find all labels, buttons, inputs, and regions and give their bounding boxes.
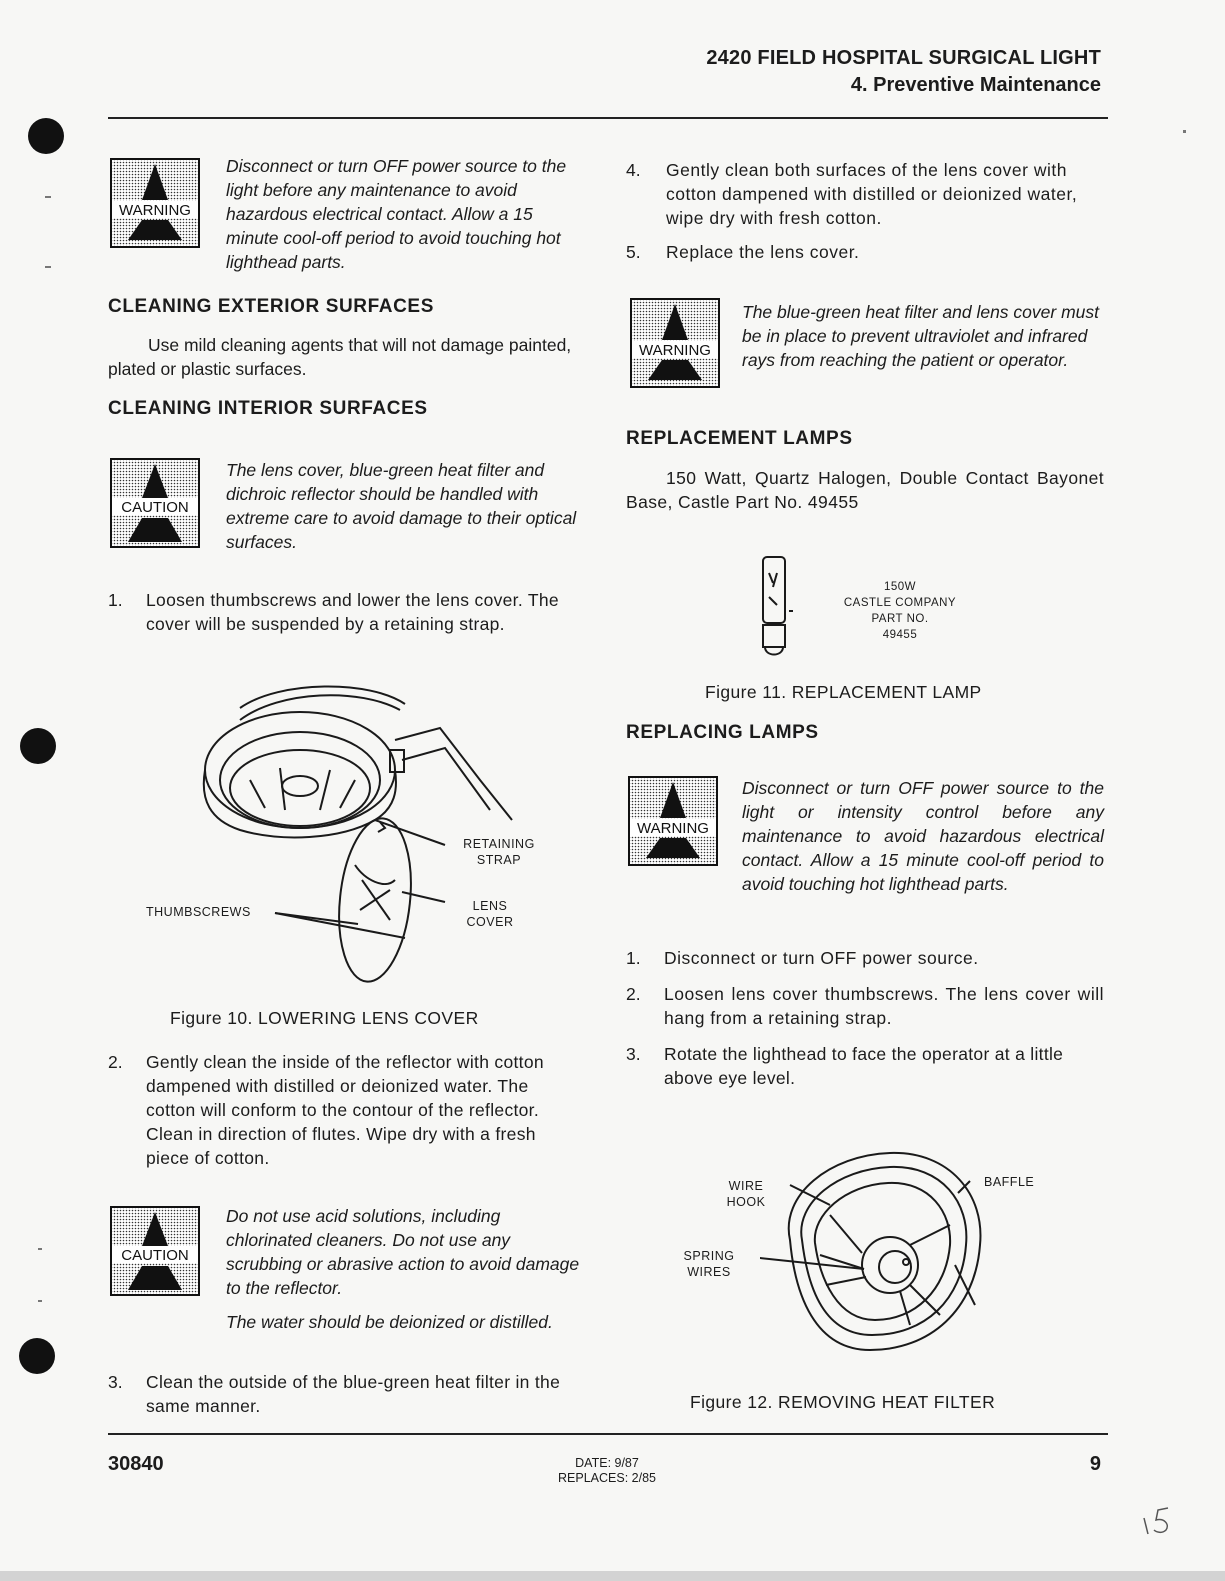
warning-text-3: Disconnect or turn OFF power source to the light or intensity control before any maintenance to avoid hazardous electrical contact. Allow a 15 minute cool-off period to avoid touching hot lighthead parts. bbox=[742, 778, 1104, 894]
label-lens-cover: LENS COVER bbox=[466, 899, 514, 929]
warning-badge-3 bbox=[628, 776, 718, 866]
caution-badge-2 bbox=[110, 1206, 200, 1296]
step-5-text: Replace the lens cover. bbox=[666, 242, 860, 262]
replacing-step-1-text: Disconnect or turn OFF power source. bbox=[664, 948, 979, 968]
svg-text:15: 15 bbox=[1140, 1500, 1142, 1501]
scan-speck bbox=[45, 266, 51, 268]
scan-speck bbox=[45, 196, 51, 198]
punch-hole-top bbox=[28, 118, 64, 154]
svg-text:CAUTION: CAUTION bbox=[121, 1247, 189, 1264]
replacing-step-2-number: 2. bbox=[626, 984, 641, 1004]
figure-11-caption: Figure 11. REPLACEMENT LAMP bbox=[705, 682, 982, 702]
lamp-label-line-4: 49455 bbox=[882, 629, 918, 641]
date-block bbox=[547, 1456, 667, 1486]
svg-text:WARNING: WARNING bbox=[119, 202, 191, 219]
warning-text-2: The blue-green heat filter and lens cover must be in place to prevent ultraviolet and infrared rays from reaching the patient or operator. bbox=[742, 302, 1099, 370]
replaces-text: REPLACES: 2/85 bbox=[558, 1471, 656, 1485]
header-rule bbox=[108, 117, 1108, 119]
svg-text:WARNING: WARNING bbox=[637, 820, 709, 837]
step-5-number: 5. bbox=[626, 242, 641, 262]
label-spring-wires: SPRING WIRES bbox=[683, 1249, 735, 1279]
replacement-lamps-text: 150 Watt, Quartz Halogen, Double Contact Bayonet Base, Castle Part No. 49455 bbox=[626, 468, 1104, 512]
label-thumbscrews: THUMBSCREWS bbox=[146, 905, 251, 919]
label-wire-hook: WIRE HOOK bbox=[726, 1179, 766, 1209]
figure-12-drawing bbox=[760, 1145, 1000, 1370]
step-1-text: Loosen thumbscrews and lower the lens cover. The cover will be suspended by a retaining strap. bbox=[146, 590, 559, 634]
punch-hole-bottom bbox=[19, 1338, 55, 1374]
step-2-number: 2. bbox=[108, 1052, 123, 1072]
replacing-step-1-number: 1. bbox=[626, 948, 641, 968]
warning-badge-2 bbox=[630, 298, 720, 388]
scan-bottom-strip bbox=[0, 1571, 1225, 1581]
label-retaining-strap: RETAINING STRAP bbox=[463, 837, 535, 867]
replacement-lamps-heading: REPLACEMENT LAMPS bbox=[626, 428, 853, 449]
lamp-label-line-1: 150W bbox=[883, 581, 917, 593]
svg-text:WARNING: WARNING bbox=[639, 342, 711, 359]
step-3-text: Clean the outside of the blue-green heat filter in the same manner. bbox=[146, 1372, 561, 1416]
replacing-step-3-text: Rotate the lighthead to face the operator at a little above eye level. bbox=[664, 1044, 1064, 1088]
lamp-label-line-2: CASTLE COMPANY bbox=[843, 597, 957, 609]
warning-text-1: Disconnect or turn OFF power source to the light before any maintenance to avoid hazardous electrical contact. Allow a 15 minute cool-off period to avoid touching hot lighthead parts. bbox=[226, 156, 567, 272]
section-title: 4. Preventive Maintenance bbox=[850, 74, 1101, 96]
step-2-text: Gently clean the inside of the reflector with cotton dampened with distilled or deionized water. The cotton will conform to the contour of the reflector. Clean in direction of flutes. Wipe dry with a fresh piece of cotton. bbox=[146, 1052, 544, 1168]
exterior-text: Use mild cleaning agents that will not damage painted, plated or plastic surfaces. bbox=[108, 335, 572, 379]
caution-note-2: The water should be deionized or distilled. bbox=[226, 1312, 553, 1332]
page-number: 9 bbox=[1089, 1453, 1101, 1475]
step-1-number: 1. bbox=[108, 590, 123, 610]
figure-10-caption: Figure 10. LOWERING LENS COVER bbox=[170, 1008, 479, 1028]
interior-heading: CLEANING INTERIOR SURFACES bbox=[108, 398, 428, 419]
figure-11-lamp-drawing bbox=[755, 553, 815, 663]
punch-hole-middle bbox=[20, 728, 56, 764]
svg-text:CAUTION: CAUTION bbox=[121, 499, 189, 516]
doc-number: 30840 bbox=[108, 1453, 164, 1475]
date-text: DATE: 9/87 bbox=[575, 1456, 639, 1470]
caution-badge-1 bbox=[110, 458, 200, 548]
figure-12-caption: Figure 12. REMOVING HEAT FILTER bbox=[690, 1392, 996, 1412]
caution-text-1: The lens cover, blue-green heat filter and dichroic reflector should be handled with extreme care to avoid damage to their optical surfaces. bbox=[226, 460, 577, 552]
label-baffle: BAFFLE bbox=[984, 1175, 1035, 1189]
footer-rule bbox=[108, 1433, 1108, 1435]
scan-speck bbox=[38, 1300, 42, 1302]
replacing-lamps-heading: REPLACING LAMPS bbox=[626, 722, 819, 743]
warning-badge bbox=[110, 158, 200, 248]
scan-speck bbox=[1183, 130, 1186, 133]
replacing-step-3-number: 3. bbox=[626, 1044, 641, 1064]
step-4-text: Gently clean both surfaces of the lens cover with cotton dampened with distilled or deionized water, wipe dry with fresh cotton. bbox=[666, 160, 1078, 228]
replacing-step-2-text: Loosen lens cover thumbscrews. The lens cover will hang from a retaining strap. bbox=[664, 984, 1104, 1028]
lamp-label-line-3: PART NO. bbox=[871, 613, 929, 625]
caution-text-2: Do not use acid solutions, including chlorinated cleaners. Do not use any scrubbing or abrasive action to avoid damage to the reflector. bbox=[226, 1206, 580, 1298]
document-title: 2420 FIELD HOSPITAL SURGICAL LIGHT bbox=[706, 47, 1101, 69]
step-4-number: 4. bbox=[626, 160, 641, 180]
exterior-heading: CLEANING EXTERIOR SURFACES bbox=[108, 296, 434, 317]
step-3-number: 3. bbox=[108, 1372, 123, 1392]
handwritten-mark bbox=[1140, 1500, 1180, 1540]
scan-speck bbox=[38, 1248, 42, 1250]
